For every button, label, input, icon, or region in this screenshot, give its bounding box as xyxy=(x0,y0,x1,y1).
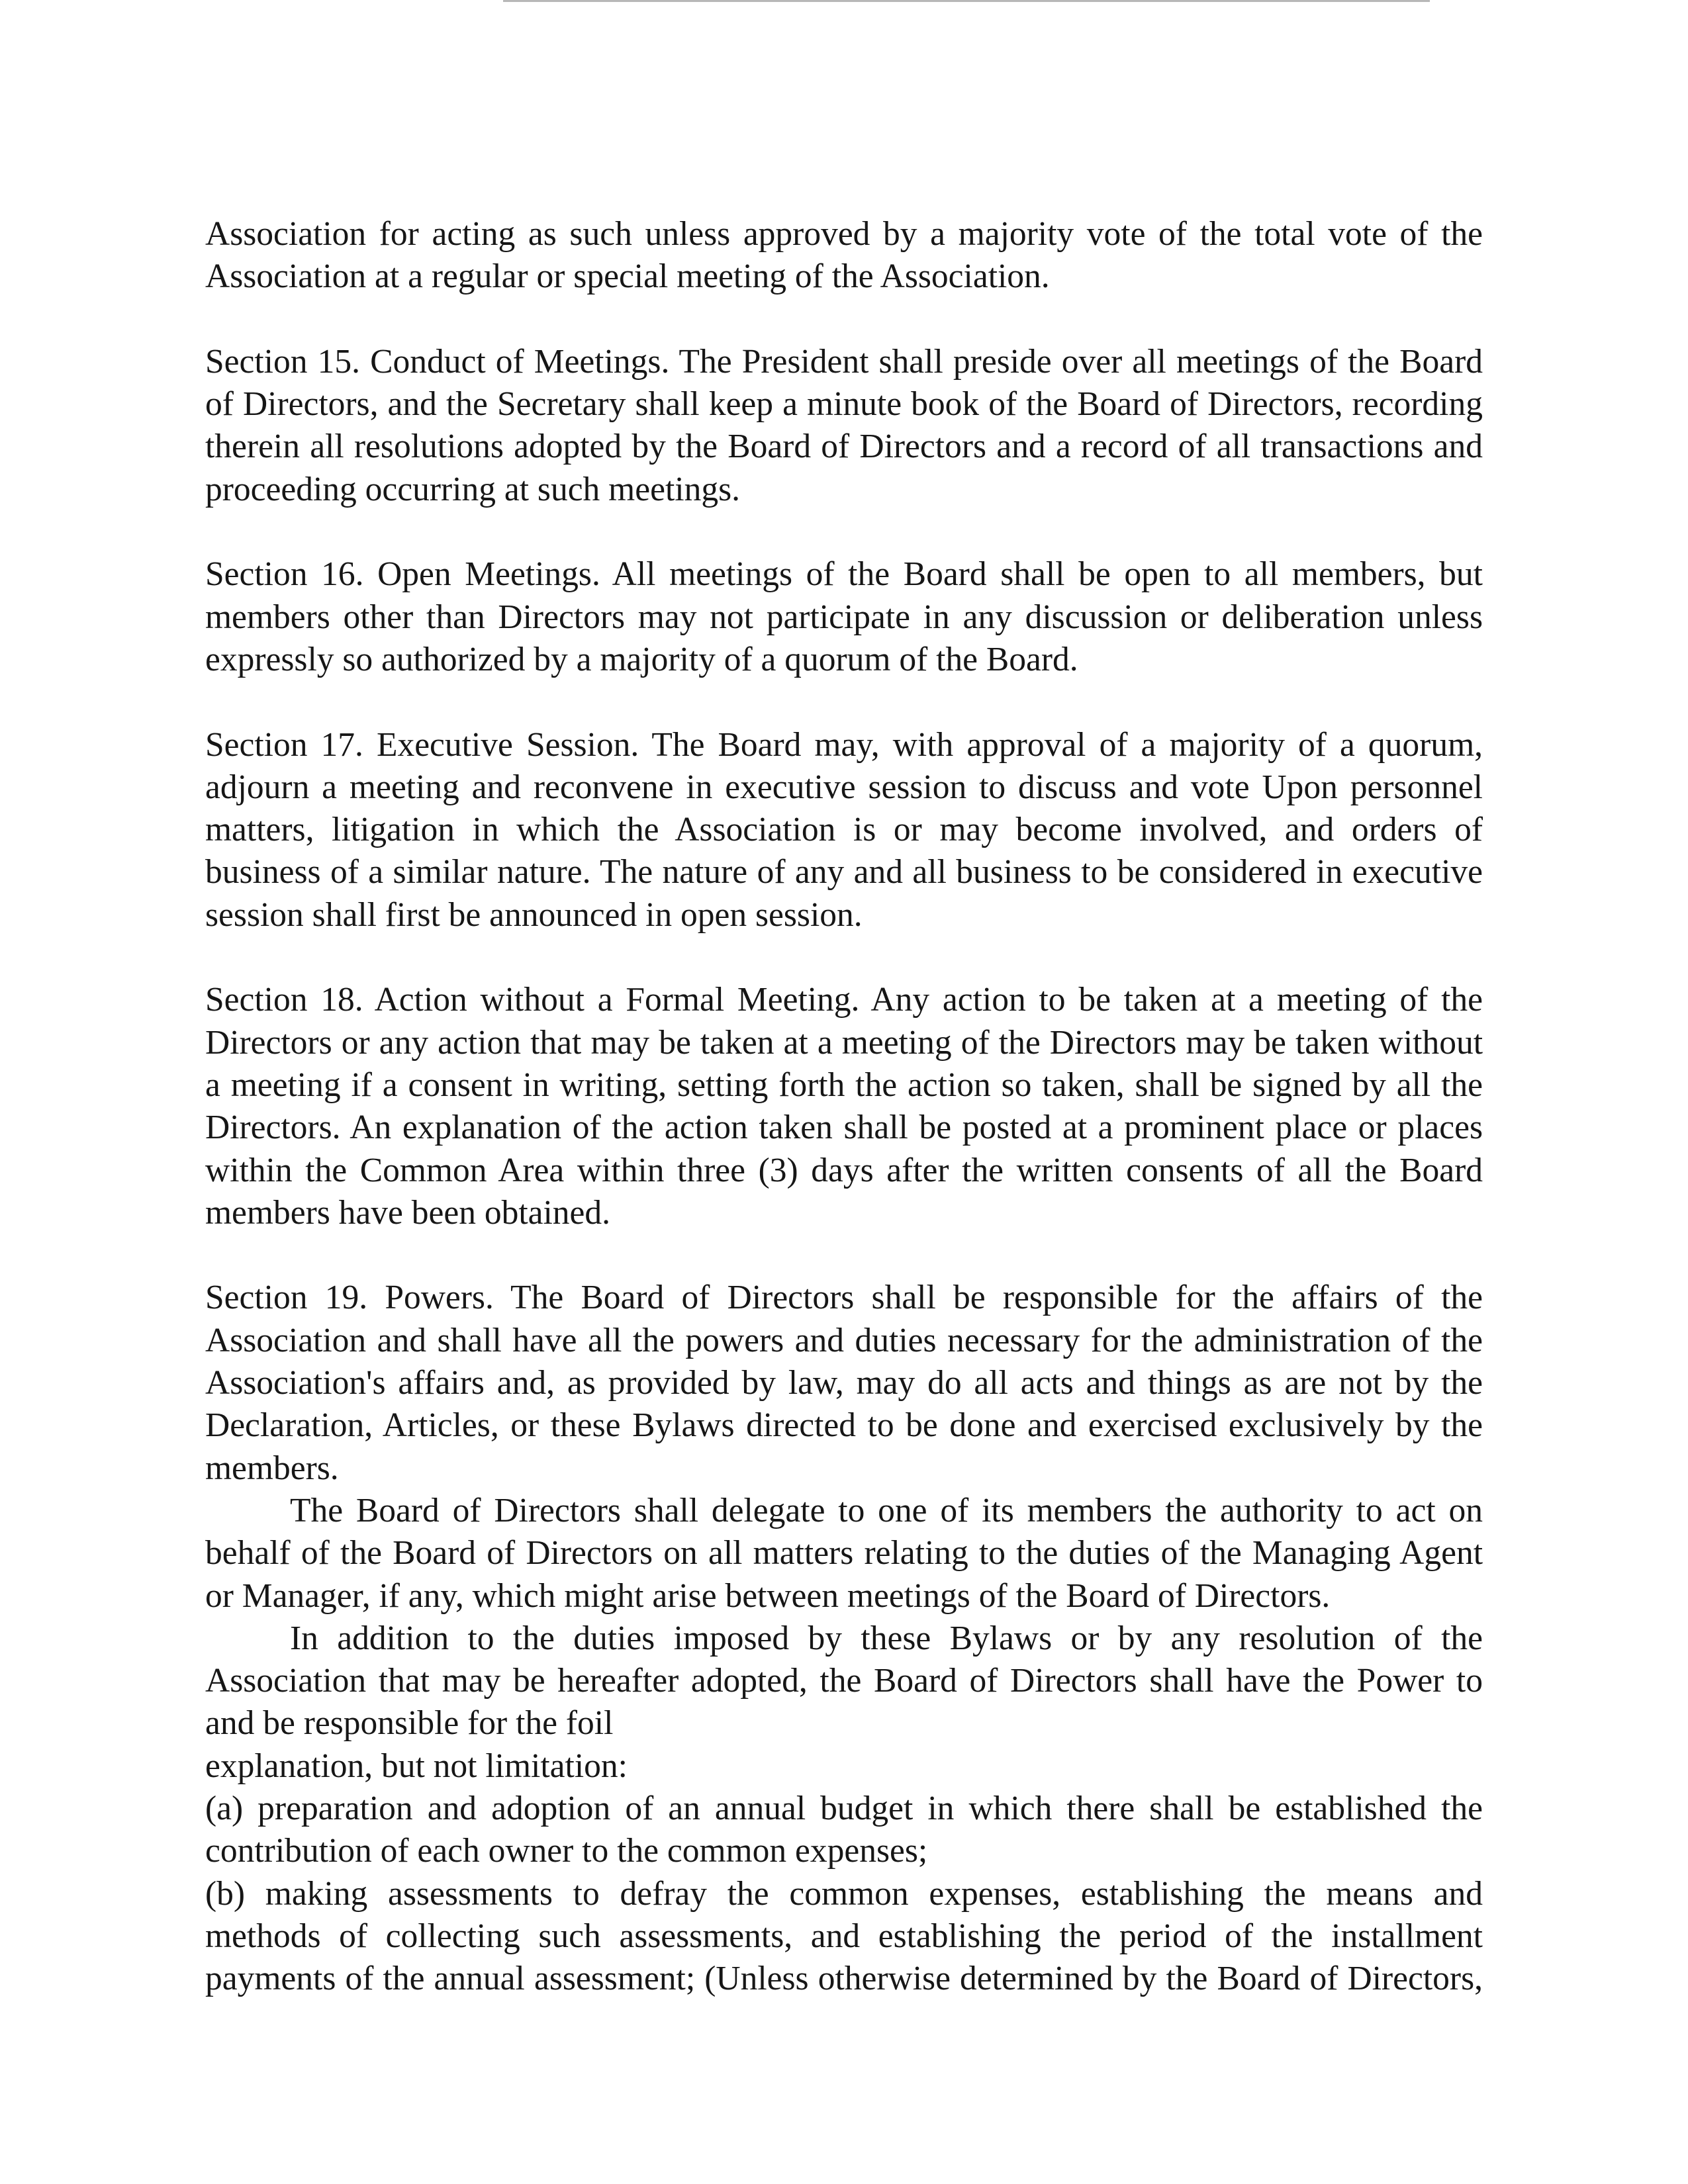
section-15 xyxy=(205,341,1483,511)
text-line: members other than Directors may not participate in any discussion or deliberation unless xyxy=(205,598,1483,636)
paragraph-continuation xyxy=(205,213,1483,298)
section-18 xyxy=(205,979,1483,1234)
text-line: session shall first be announced in open session. xyxy=(205,895,863,934)
text-line: matters, litigation in which the Association is or may become involved, and orders of xyxy=(205,811,1483,849)
text-line: Section 15. Conduct of Meetings. The President shall preside over all meetings of the Board xyxy=(205,342,1483,381)
text-line: Directors or any action that may be taken at a meeting of the Directors may be taken without xyxy=(205,1023,1483,1062)
text-line: within the Common Area within three (3) days after the written consents of all the Board xyxy=(205,1151,1483,1189)
text-line: Section 16. Open Meetings. All meetings of the Board shall be open to all members, but xyxy=(205,555,1483,594)
text-line: The Board of Directors shall delegate to one of its members the authority to act on xyxy=(290,1491,1483,1529)
text-line: In addition to the duties imposed by these Bylaws or by any resolution of the xyxy=(290,1619,1483,1657)
text-line: or Manager, if any, which might arise between meetings of the Board of Directors. xyxy=(205,1576,1331,1615)
text-line: Association at a regular or special meeting of the Association. xyxy=(205,257,1050,296)
text-line: Association's affairs and, as provided by law, may do all acts and things as are not by the xyxy=(205,1364,1483,1402)
section-19-paragraph-4 xyxy=(205,1745,1483,1788)
text-line: payments of the annual assessment; (Unless otherwise determined by the Board of Directors, xyxy=(205,1960,1483,1998)
text-line: of Directors, and the Secretary shall keep a minute book of the Board of Directors, recording xyxy=(205,385,1483,424)
text-line: Section 19. Powers. The Board of Directors shall be responsible for the affairs of the xyxy=(205,1279,1483,1317)
text-line: Directors. An explanation of the action taken shall be posted at a prominent place or places xyxy=(205,1109,1483,1147)
text-line: behalf of the Board of Directors on all matters relating to the duties of the Managing Agent xyxy=(205,1534,1483,1572)
section-17 xyxy=(205,724,1483,936)
scan-top-edge-line xyxy=(503,0,1430,2)
section-19-paragraph-2 xyxy=(205,1490,1483,1617)
text-line: Association for acting as such unless approved by a majority vote of the total vote of the xyxy=(205,215,1483,253)
text-line: Section 17. Executive Session. The Board may, with approval of a majority of a quorum, xyxy=(205,725,1483,764)
text-line: and be responsible for the foil xyxy=(205,1704,614,1743)
text-line: contribution of each owner to the common expenses; xyxy=(205,1832,928,1870)
text-line: Section 18. Action without a Formal Meeting. Any action to be taken at a meeting of the xyxy=(205,981,1483,1019)
list-item-a xyxy=(205,1788,1483,1873)
text-line: expressly so authorized by a majority of a quorum of the Board. xyxy=(205,640,1078,678)
text-line: explanation, but not limitation: xyxy=(205,1747,628,1785)
text-line: a meeting if a consent in writing, setting forth the action so taken, shall be signed by all the xyxy=(205,1066,1483,1104)
text-line: members. xyxy=(205,1449,339,1487)
text-line: (b) making assessments to defray the common expenses, establishing the means and xyxy=(205,1874,1483,1913)
text-line: proceeding occurring at such meetings. xyxy=(205,470,740,508)
text-line: methods of collecting such assessments, and establishing the period of the installment xyxy=(205,1917,1483,1955)
text-line: Association that may be hereafter adopted, the Board of Directors shall have the Power to xyxy=(205,1662,1483,1700)
list-item-b xyxy=(205,1873,1483,2001)
text-line: (a) preparation and adoption of an annual budget in which there shall be established the xyxy=(205,1789,1483,1827)
text-line: therein all resolutions adopted by the Board of Directors and a record of all transactions and xyxy=(205,428,1483,466)
text-line: Declaration, Articles, or these Bylaws directed to be done and exercised exclusively by the xyxy=(205,1406,1483,1445)
text-line: members have been obtained. xyxy=(205,1193,611,1232)
text-line: business of a similar nature. The nature of any and all business to be considered in executive xyxy=(205,853,1483,891)
document-body xyxy=(205,213,1483,2000)
text-line: adjourn a meeting and reconvene in executive session to discuss and vote Upon personnel xyxy=(205,768,1483,806)
section-19 xyxy=(205,1277,1483,1489)
section-19-paragraph-3 xyxy=(205,1617,1483,1745)
text-line: Association and shall have all the powers and duties necessary for the administration of the xyxy=(205,1321,1483,1359)
section-16 xyxy=(205,553,1483,681)
